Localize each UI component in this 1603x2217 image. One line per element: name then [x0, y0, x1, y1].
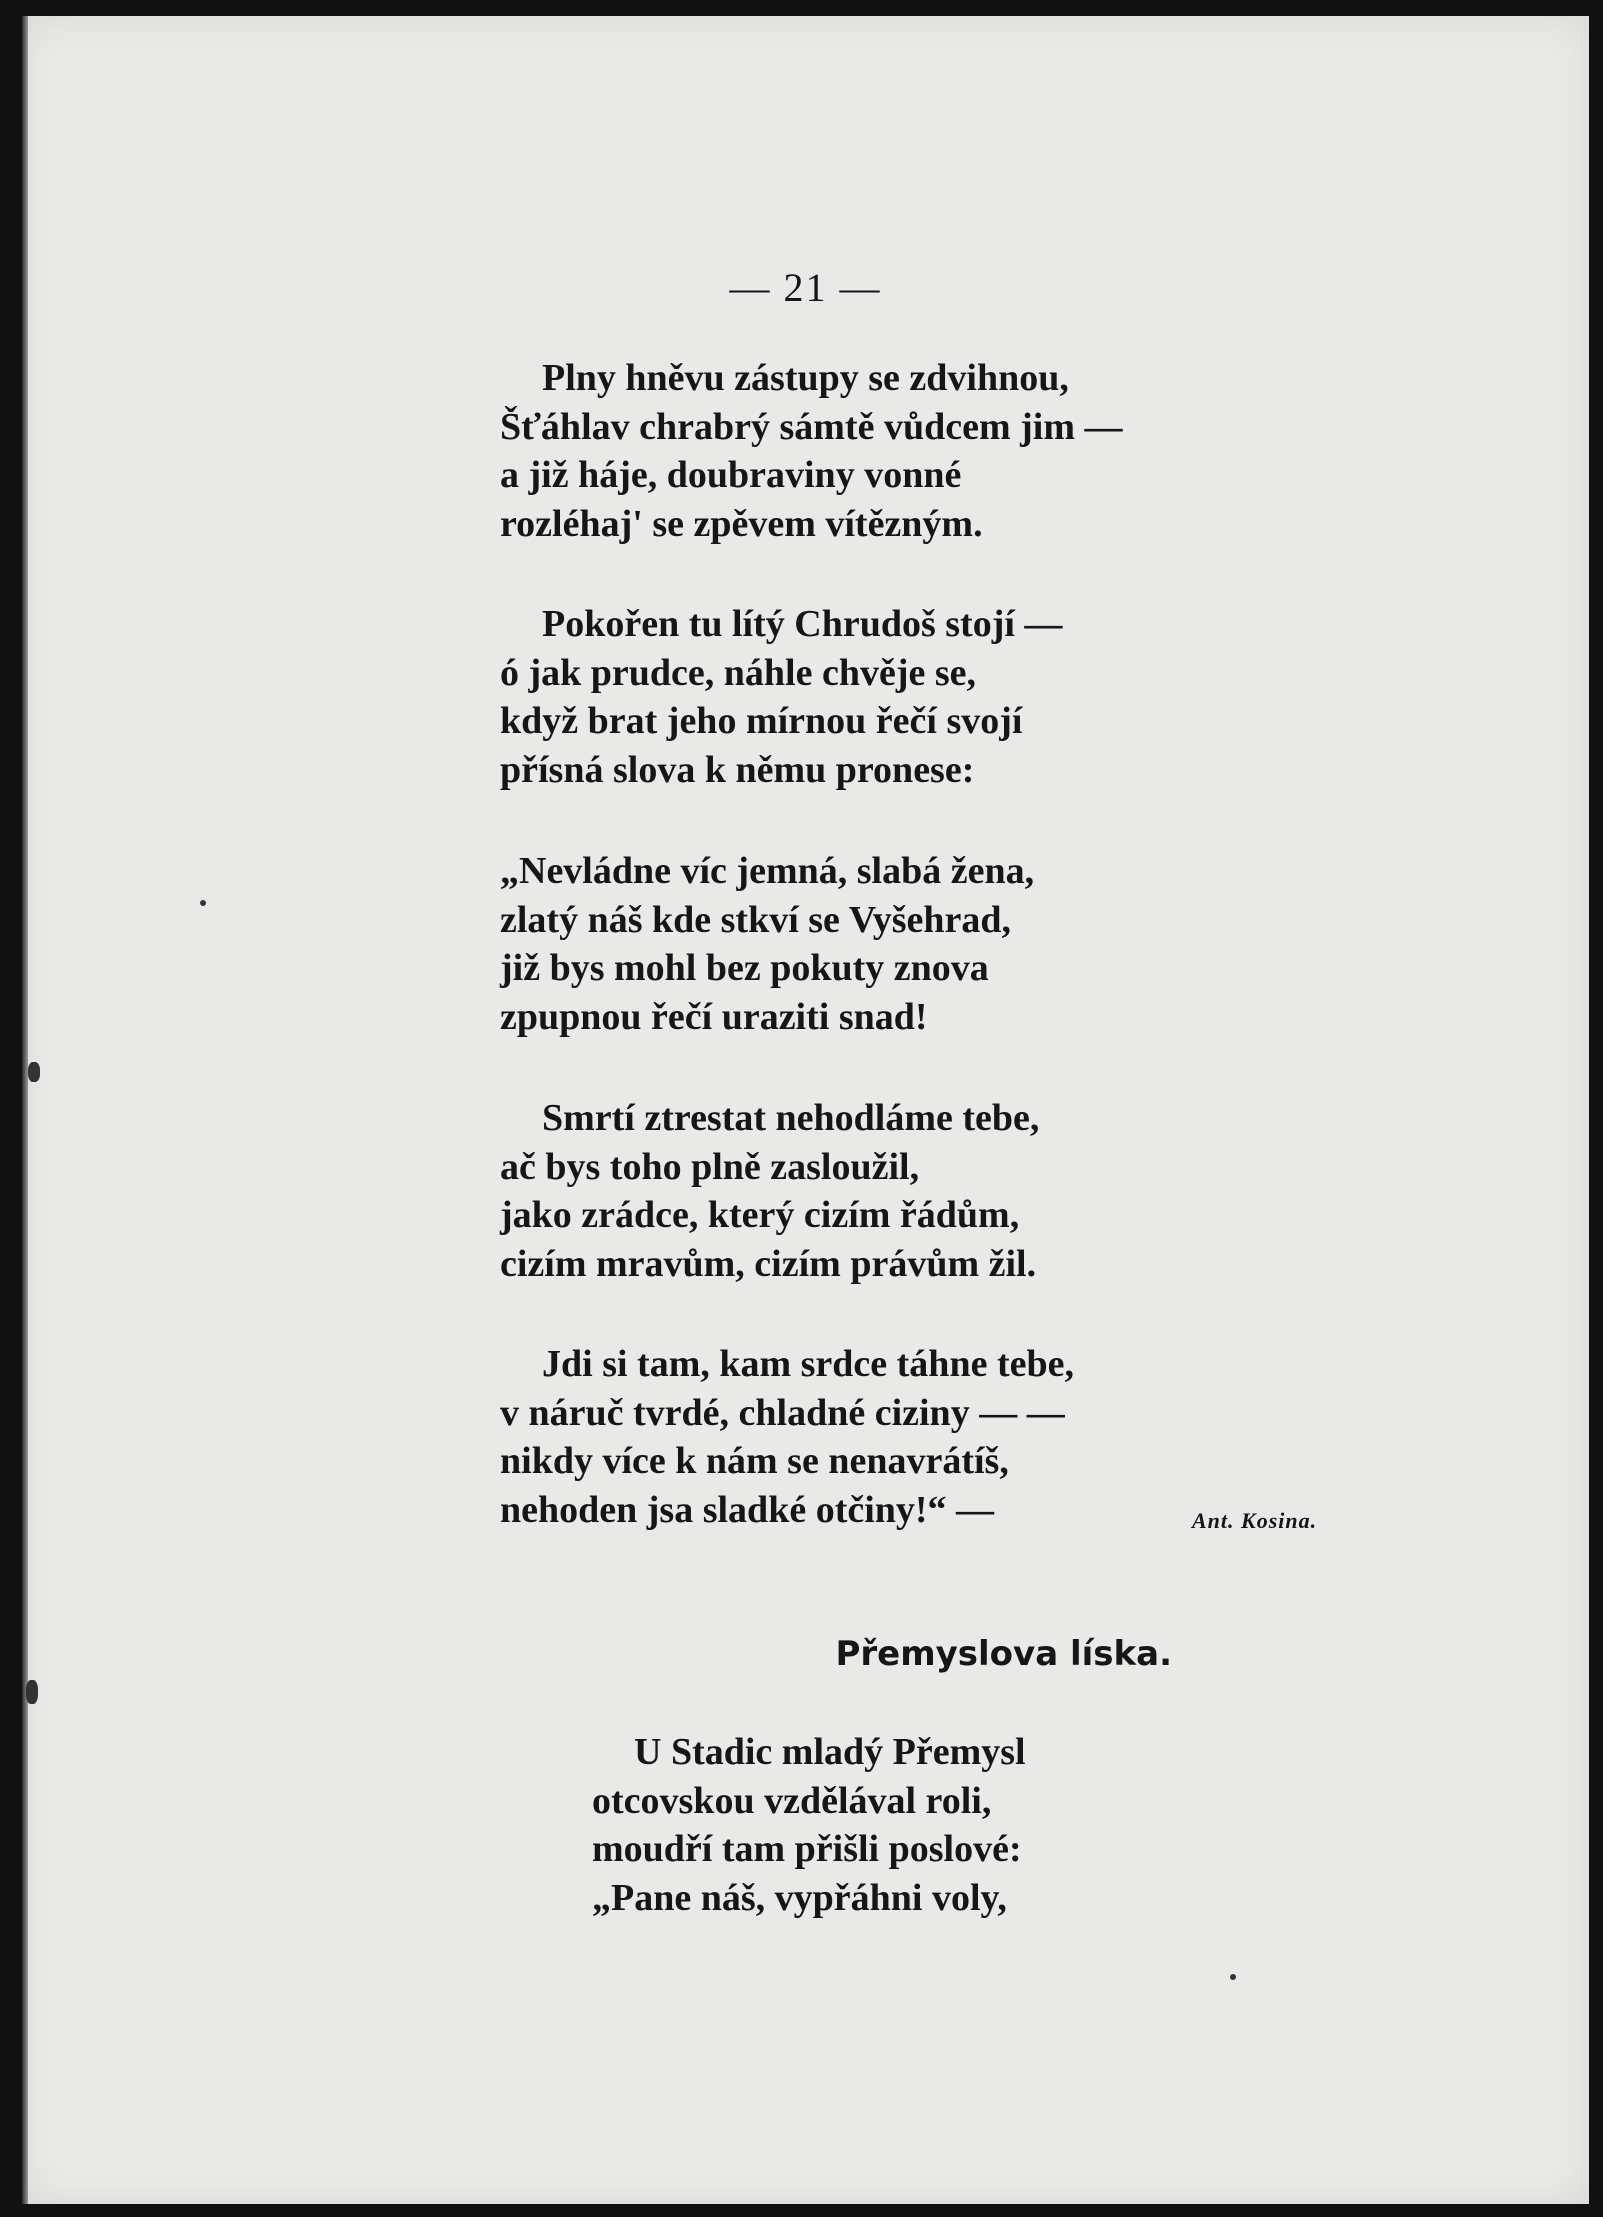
page-number: — 21 —: [729, 265, 882, 310]
print-speck: [26, 1680, 38, 1704]
verse-line: jako zrádce, který cizím řádům,: [500, 1194, 1020, 1236]
verse-line: Plny hněvu zástupy se zdvihnou,: [542, 357, 1069, 399]
stanza-3: [500, 847, 1260, 1041]
verse-line: když brat jeho mírnou řečí svojí: [500, 700, 1023, 742]
verse-line: ó jak prudce, náhle chvěje se,: [500, 651, 977, 694]
print-speck: [28, 1062, 40, 1082]
print-speck: [200, 900, 206, 906]
verse-line: a již háje, doubraviny vonné: [500, 454, 962, 496]
page-edge-shadow: [22, 16, 28, 2204]
verse-line: otcovskou vzdělával roli,: [592, 1779, 992, 1822]
verse-line: nehoden jsa sladké otčiny!“ —: [500, 1488, 995, 1531]
verse-line: zpupnou řečí uraziti snad!: [500, 995, 928, 1038]
stanza-2: [500, 600, 1260, 794]
verse-line: nikdy více k nám se nenavrátíš,: [500, 1440, 1009, 1482]
verse-line: zlatý náš kde stkví se Vyšehrad,: [500, 898, 1011, 941]
verse-line: Smrtí ztrestat nehodláme tebe,: [542, 1097, 1040, 1139]
verse-line: ač bys toho plně zasloužil,: [500, 1145, 920, 1188]
verse-line: cizím mravům, cizím právům žil.: [500, 1242, 1037, 1285]
next-poem-stanza: [592, 1728, 1352, 1922]
book-page: [22, 16, 1589, 2204]
author-signature: Ant. Kosina.: [1192, 1508, 1318, 1533]
stanza-1: [500, 354, 1260, 548]
verse-line: U Stadic mladý Přemysl: [634, 1731, 1026, 1773]
stanza-5: [500, 1340, 1260, 1534]
verse-line: přísná slova k němu pronese:: [500, 748, 975, 791]
verse-line: „Pane náš, vypřáhni voly,: [592, 1876, 1007, 1919]
verse-line: rozléhaj' se zpěvem vítězným.: [500, 502, 983, 545]
stanza-4: [500, 1094, 1260, 1288]
print-speck: [1230, 1974, 1236, 1980]
verse-line: moudří tam přišli poslové:: [592, 1828, 1022, 1870]
verse-line: již bys mohl bez pokuty znova: [500, 947, 989, 989]
verse-line: Šťáhlav chrabrý sámtě vůdcem jim —: [500, 405, 1123, 448]
verse-line: Jdi si tam, kam srdce táhne tebe,: [542, 1343, 1074, 1385]
poem-title: Přemyslova líska.: [835, 1634, 1172, 1674]
verse-line: Pokořen tu lítý Chrudoš stojí —: [542, 603, 1063, 645]
verse-line: v náruč tvrdé, chladné ciziny — —: [500, 1391, 1065, 1434]
verse-line: „Nevládne víc jemná, slabá žena,: [500, 850, 1035, 892]
